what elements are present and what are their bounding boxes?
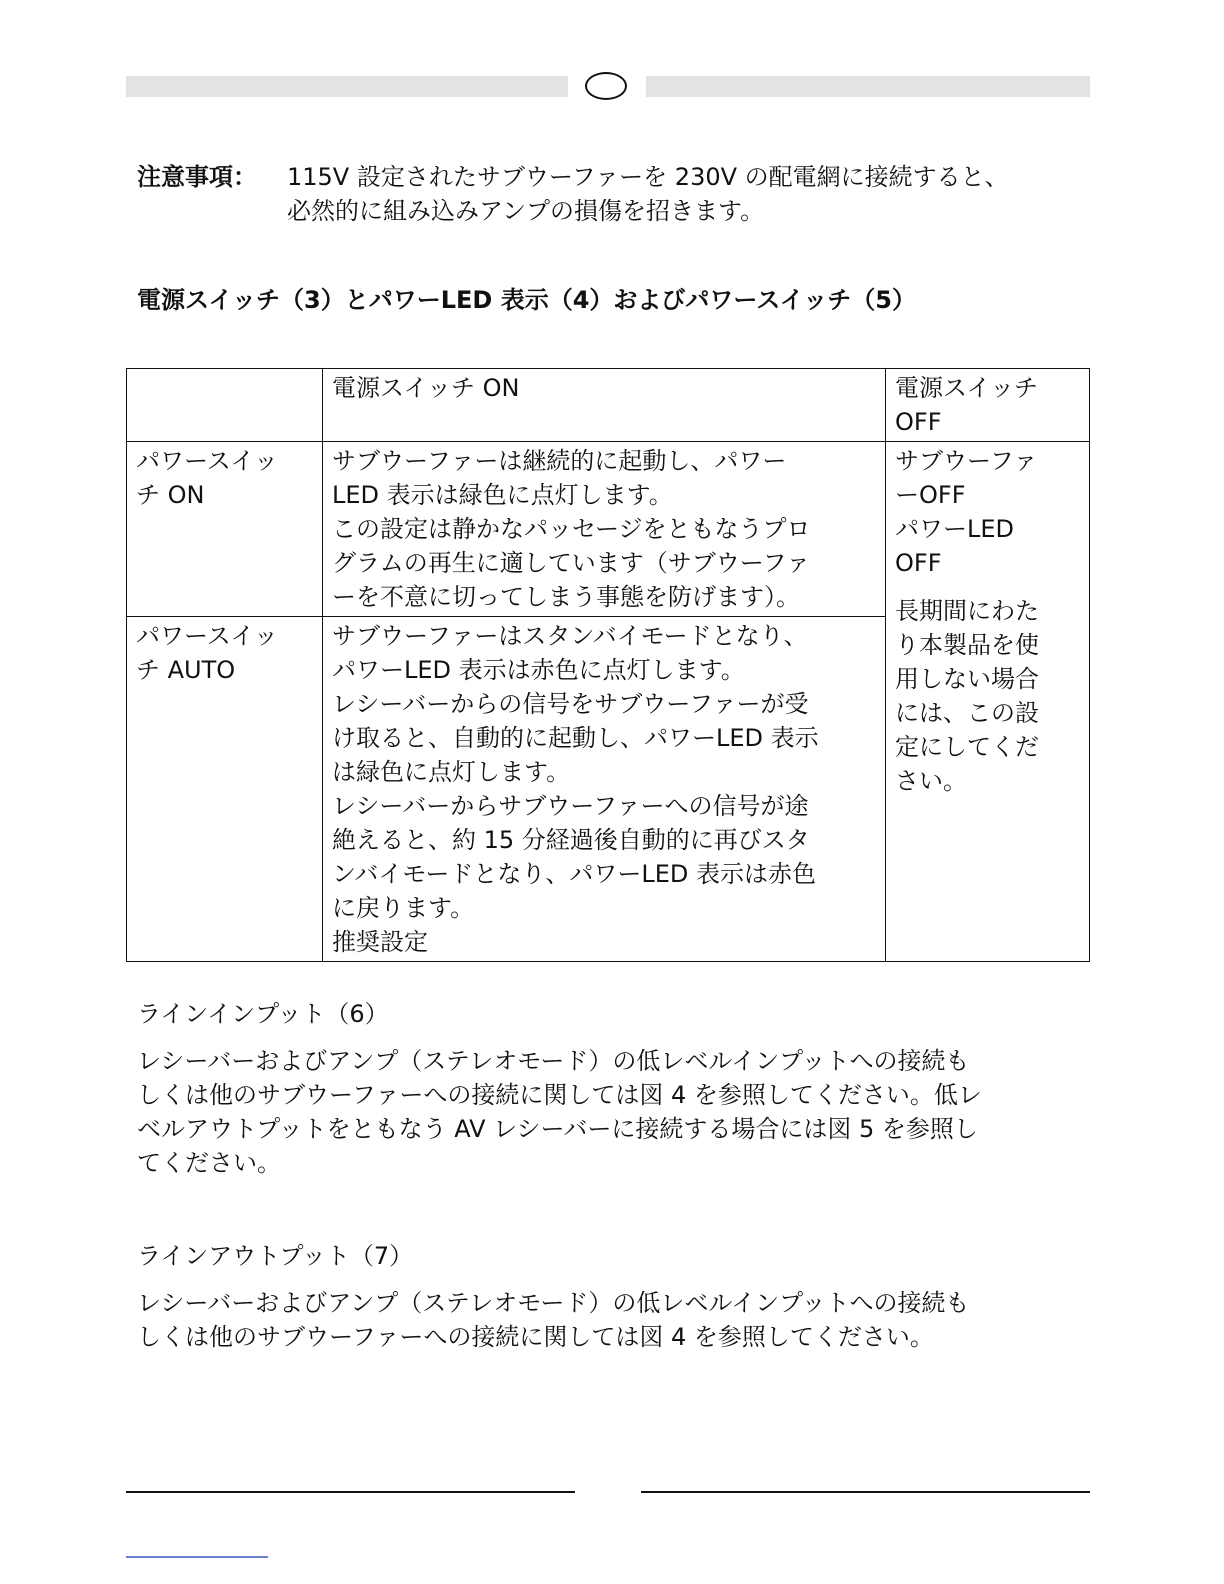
row-on-text-line: この設定は静かなパッセージをともなうプロ [332,515,811,543]
line-input-paragraph [137,1044,1097,1180]
row-auto-text-line: ンバイモードとなり、パワーLED 表示は赤色 [332,860,817,888]
off-cell-gap [895,580,1081,594]
header-mains-off-line: 電源スイッチ [895,374,1039,402]
row-on-text-line: サブウーファーは継続的に起動し、パワー [332,447,787,475]
power-switch-table [126,368,1090,962]
row-auto-text-line: レシーバーからの信号をサブウーファーが受 [332,690,809,718]
row-auto-text-line: 絶えると、約 15 分経過後自動的に再びスタ [332,826,810,854]
notice-line: 必然的に組み込みアンプの損傷を招きます。 [287,197,765,225]
line-input-line: ベルアウトプットをともなう AV レシーバーに接続する場合には図 5 を参照し [137,1115,978,1143]
notice-text [287,160,1077,228]
row-auto-text-line: は緑色に点灯します。 [332,758,571,786]
row-auto-text-line: レシーバーからサブウーファーへの信号が途 [332,792,809,820]
row-auto-text-line: に戻ります。 [332,894,475,922]
notice-line: 115V 設定されたサブウーファーを 230V の配電網に接続すると、 [287,163,1009,191]
row-auto-description [323,617,886,962]
off-cell-line: OFF [895,549,942,577]
header-oval [585,72,627,100]
header-mains-on-text: 電源スイッチ ON [332,374,520,402]
row-on-text-line: グラムの再生に適しています（サブウーファ [332,549,811,577]
line-output-heading: ラインアウトプット（7） [137,1242,414,1270]
header-bar-left [126,76,568,97]
line-input-line: てください。 [137,1149,281,1177]
off-cell-line: サブウーファ [895,447,1038,475]
row-auto-text-line: 推奨設定 [332,928,428,956]
row-auto-label-line: チ AUTO [136,656,236,684]
row-on-label-line: パワースイッ [136,447,278,475]
table-row-power-on [127,442,1090,617]
row-auto-text-line: サブウーファーはスタンバイモードとなり、 [332,622,808,650]
line-input-line: しくは他のサブウーファーへの接続に関しては図 4 を参照してください。低レ [137,1081,982,1109]
line-output-paragraph [137,1286,1097,1354]
off-cell-line: パワーLED [895,515,1015,543]
row-on-text-line: ーを不意に切ってしまう事態を防げます）。 [332,583,800,611]
table-header-row [127,369,1090,442]
notice-label: 注意事項： [137,163,257,191]
line-output-line: しくは他のサブウーファーへの接続に関しては図 4 を参照してください。 [137,1323,934,1351]
row-on-label-line: チ ON [136,481,205,509]
row-on-description [323,442,886,617]
header-mains-on [323,369,886,442]
header-bar-right [646,76,1090,97]
off-cell-note-line: り本製品を使 [895,631,1039,659]
corner-rule [126,1556,268,1558]
line-output-line: レシーバーおよびアンプ（ステレオモード）の低レベルインプットへの接続も [137,1289,970,1317]
header-mains-off [886,369,1090,442]
row-auto-text-line: パワーLED 表示は赤色に点灯します。 [332,656,745,684]
off-cell-note-line: 長期間にわた [895,597,1039,625]
off-cell-note-line: 定にしてくだ [895,733,1039,761]
row-auto-label-line: パワースイッ [136,622,278,650]
row-auto-text-line: け取ると、自動的に起動し、パワーLED 表示 [332,724,819,752]
line-input-heading: ラインインプット（6） [137,1000,389,1028]
line-input-line: レシーバーおよびアンプ（ステレオモード）の低レベルインプットへの接続も [137,1047,970,1075]
off-cell-note-line: さい。 [895,767,967,795]
mains-off-cell [886,442,1090,962]
footer-rule-left [126,1491,575,1493]
off-cell-line: ーOFF [895,481,966,509]
header-empty-cell [127,369,323,442]
footer-rule-right [641,1491,1090,1493]
off-cell-note-line: 用しない場合 [895,665,1039,693]
header-mains-off-line: OFF [895,408,942,436]
off-cell-note-line: には、この設 [895,699,1039,727]
row-on-text-line: LED 表示は緑色に点灯します。 [332,481,673,509]
row-on-label [127,442,323,617]
power-section-heading: 電源スイッチ（3）とパワーLED 表示（4）およびパワースイッチ（5） [137,286,916,314]
row-auto-label [127,617,323,962]
